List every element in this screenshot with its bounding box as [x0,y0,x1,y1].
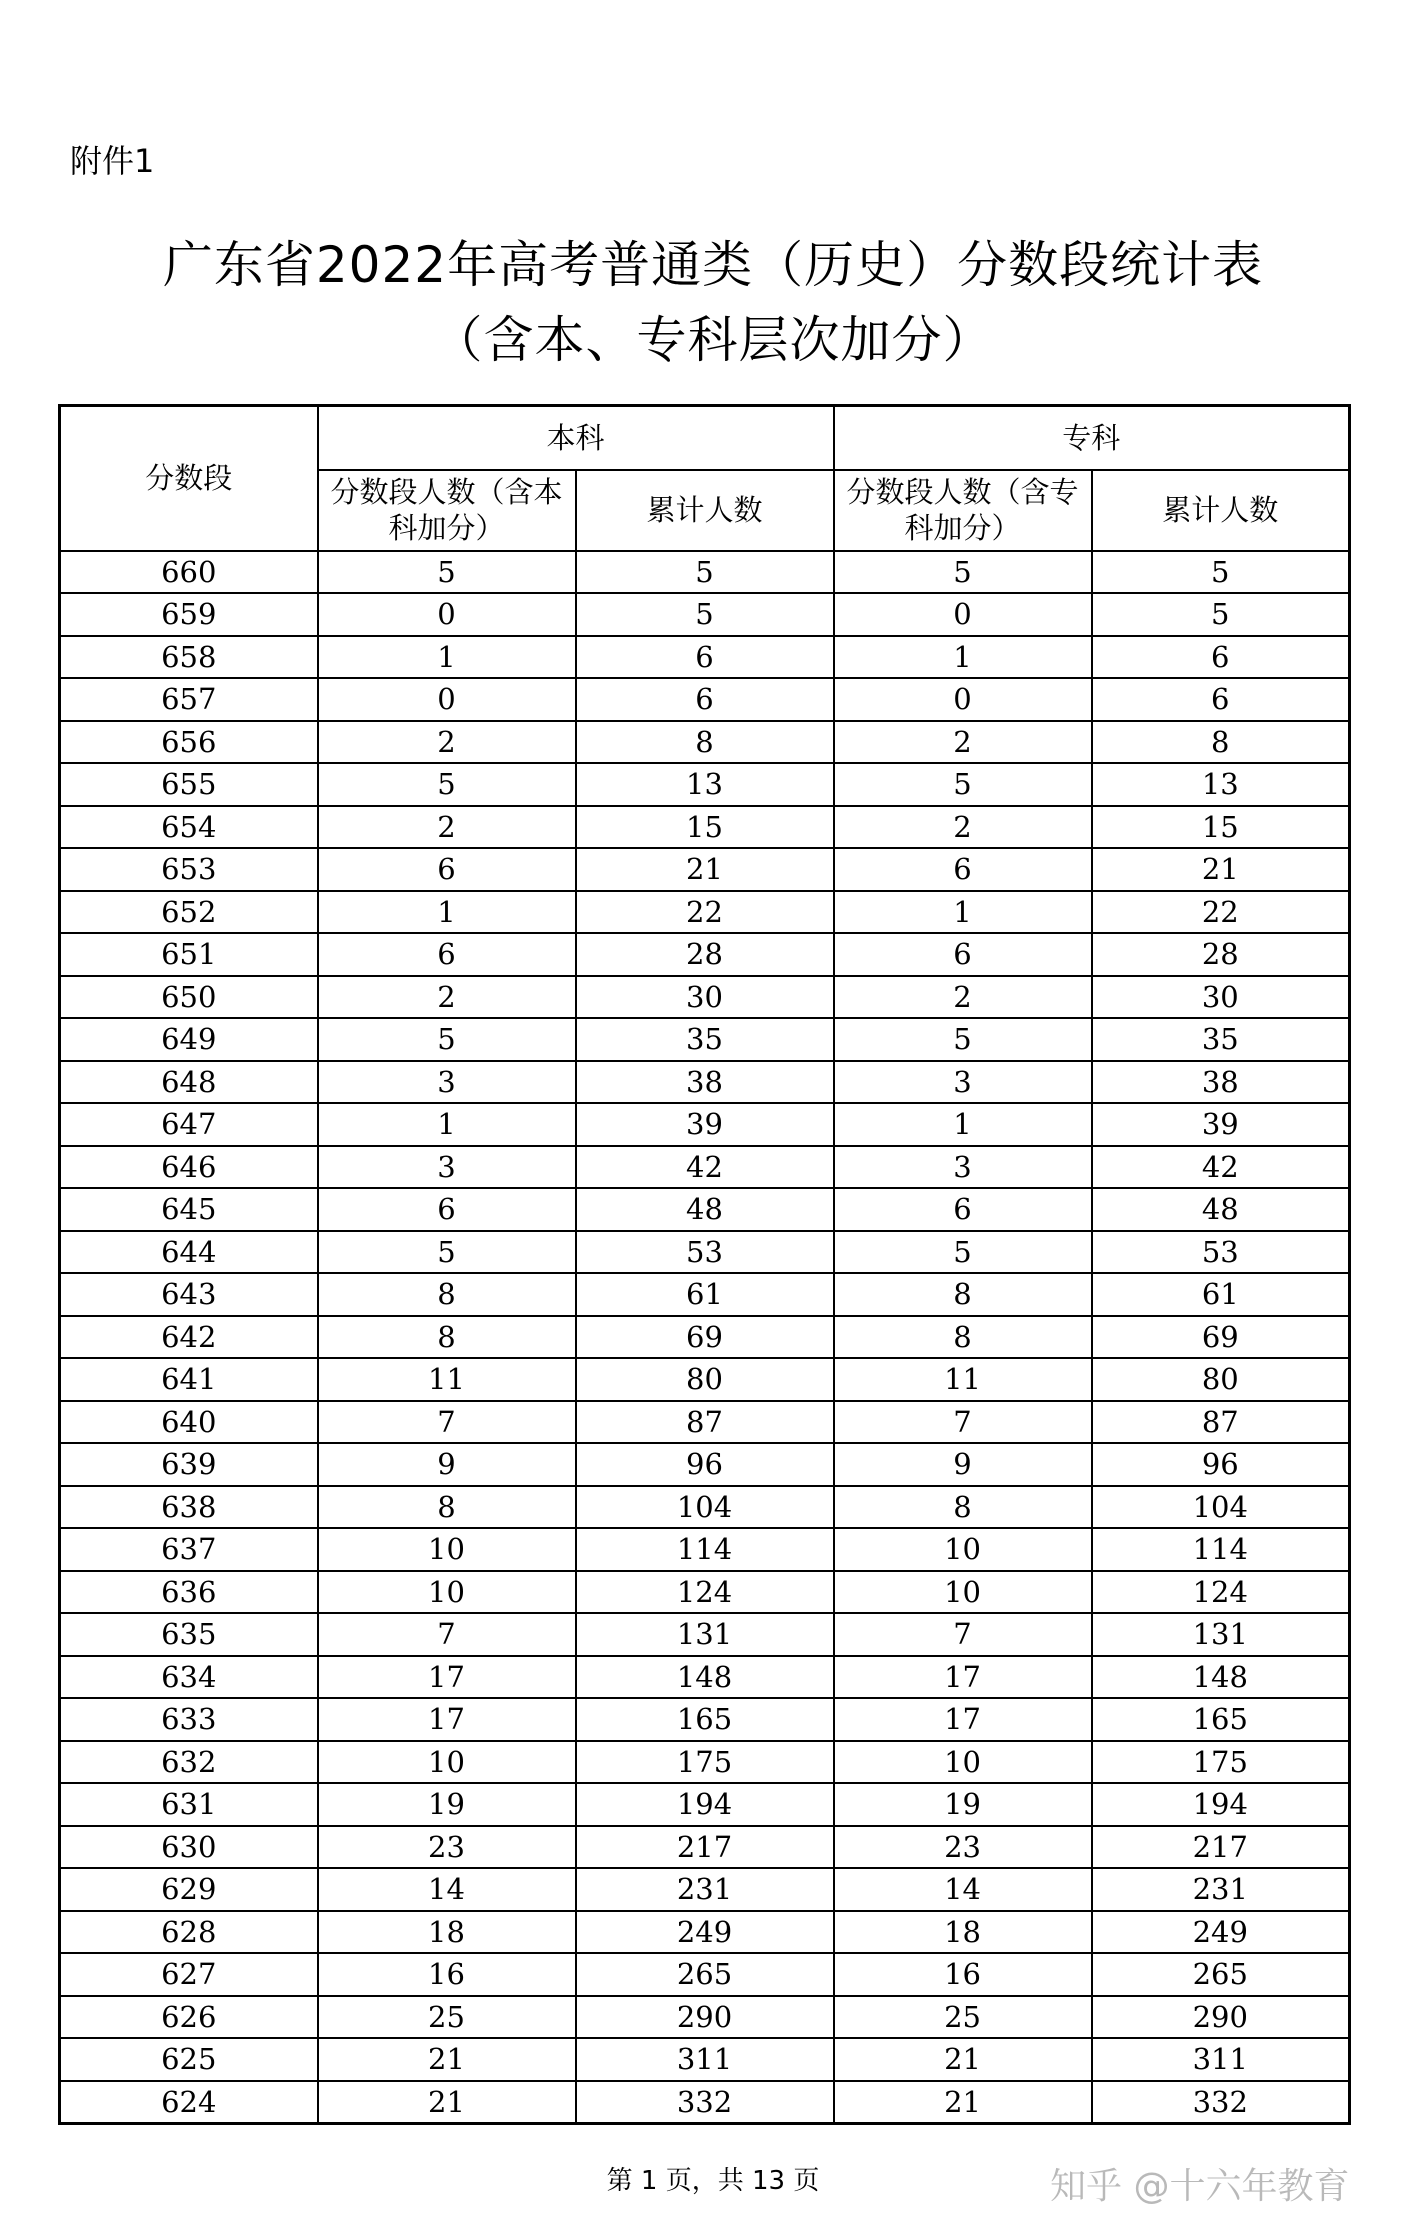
cell-undergrad-count: 2 [318,721,576,764]
cell-undergrad-count: 11 [318,1358,576,1401]
cell-score: 643 [60,1273,318,1316]
table-row [60,1358,1350,1401]
watermark: 知乎 @十六年教育 [1050,2166,1350,2207]
cell-undergrad-count: 8 [318,1273,576,1316]
cell-undergrad-count: 7 [318,1401,576,1444]
cell-junior-cumulative: 87 [1092,1401,1350,1444]
cell-score: 657 [60,678,318,721]
cell-score: 656 [60,721,318,764]
cell-junior-cumulative: 22 [1092,891,1350,934]
cell-score: 635 [60,1613,318,1656]
table-row [60,593,1350,636]
cell-junior-count: 2 [834,721,1092,764]
page-subtitle: （含本、专科层次加分） [432,311,994,369]
header-score-band: 分数段 [60,406,318,551]
cell-junior-cumulative: 61 [1092,1273,1350,1316]
cell-junior-cumulative: 131 [1092,1613,1350,1656]
cell-score: 646 [60,1146,318,1189]
cell-score: 642 [60,1316,318,1359]
table-row [60,1996,1350,2039]
cell-junior-count: 25 [834,1996,1092,2039]
cell-junior-count: 10 [834,1741,1092,1784]
cell-junior-cumulative: 311 [1092,2038,1350,2081]
cell-undergrad-cumulative: 53 [576,1231,834,1274]
cell-junior-count: 1 [834,636,1092,679]
table-row [60,1146,1350,1189]
cell-undergrad-count: 6 [318,848,576,891]
cell-junior-cumulative: 42 [1092,1146,1350,1189]
cell-undergrad-count: 25 [318,1996,576,2039]
cell-score: 625 [60,2038,318,2081]
cell-undergrad-count: 5 [318,551,576,594]
page-footer: 第 1 页，共 13 页 [606,2166,820,2196]
cell-score: 640 [60,1401,318,1444]
cell-undergrad-count: 16 [318,1953,576,1996]
cell-undergrad-cumulative: 38 [576,1061,834,1104]
cell-junior-count: 7 [834,1613,1092,1656]
cell-junior-count: 18 [834,1911,1092,1954]
cell-undergrad-cumulative: 131 [576,1613,834,1656]
cell-junior-count: 19 [834,1783,1092,1826]
cell-undergrad-count: 5 [318,763,576,806]
cell-undergrad-count: 9 [318,1443,576,1486]
table-row [60,678,1350,721]
cell-score: 630 [60,1826,318,1869]
cell-undergrad-count: 6 [318,1188,576,1231]
table-row [60,2038,1350,2081]
cell-undergrad-cumulative: 13 [576,763,834,806]
cell-score: 654 [60,806,318,849]
cell-junior-count: 17 [834,1698,1092,1741]
header-junior-cumulative: 累计人数 [1092,470,1350,551]
cell-junior-count: 16 [834,1953,1092,1996]
cell-undergrad-cumulative: 249 [576,1911,834,1954]
table-row [60,1018,1350,1061]
cell-junior-count: 8 [834,1273,1092,1316]
table-row [60,636,1350,679]
cell-score: 644 [60,1231,318,1274]
cell-undergrad-count: 8 [318,1486,576,1529]
cell-junior-cumulative: 5 [1092,551,1350,594]
cell-undergrad-count: 0 [318,593,576,636]
header-undergrad: 本科 [318,406,834,470]
cell-undergrad-count: 7 [318,1613,576,1656]
cell-junior-count: 1 [834,891,1092,934]
annex-label: 附件1 [70,142,155,180]
cell-junior-count: 6 [834,933,1092,976]
table-row [60,1783,1350,1826]
cell-undergrad-cumulative: 42 [576,1146,834,1189]
cell-score: 652 [60,891,318,934]
cell-undergrad-cumulative: 231 [576,1868,834,1911]
cell-undergrad-count: 1 [318,636,576,679]
cell-undergrad-cumulative: 6 [576,636,834,679]
cell-junior-count: 0 [834,593,1092,636]
table-row [60,1868,1350,1911]
cell-undergrad-count: 5 [318,1018,576,1061]
table-row [60,763,1350,806]
cell-undergrad-cumulative: 6 [576,678,834,721]
cell-score: 629 [60,1868,318,1911]
cell-undergrad-count: 10 [318,1741,576,1784]
cell-undergrad-count: 10 [318,1571,576,1614]
cell-undergrad-cumulative: 194 [576,1783,834,1826]
cell-junior-cumulative: 332 [1092,2081,1350,2124]
cell-undergrad-cumulative: 30 [576,976,834,1019]
table-row [60,1698,1350,1741]
table-row [60,1061,1350,1104]
cell-undergrad-cumulative: 96 [576,1443,834,1486]
cell-junior-count: 11 [834,1358,1092,1401]
cell-junior-cumulative: 38 [1092,1061,1350,1104]
header-undergrad-cumulative: 累计人数 [576,470,834,551]
cell-junior-count: 1 [834,1103,1092,1146]
cell-junior-cumulative: 48 [1092,1188,1350,1231]
table-row [60,1571,1350,1614]
cell-undergrad-count: 2 [318,806,576,849]
table-row [60,1741,1350,1784]
cell-junior-cumulative: 6 [1092,636,1350,679]
cell-score: 638 [60,1486,318,1529]
table-row [60,933,1350,976]
cell-junior-cumulative: 249 [1092,1911,1350,1954]
cell-undergrad-count: 21 [318,2081,576,2124]
cell-junior-cumulative: 194 [1092,1783,1350,1826]
cell-junior-count: 8 [834,1316,1092,1359]
cell-undergrad-cumulative: 15 [576,806,834,849]
cell-score: 624 [60,2081,318,2124]
cell-score: 631 [60,1783,318,1826]
cell-undergrad-count: 17 [318,1656,576,1699]
cell-score: 627 [60,1953,318,1996]
header-junior-count: 分数段人数（含专科加分） [834,470,1092,551]
cell-score: 658 [60,636,318,679]
cell-undergrad-cumulative: 22 [576,891,834,934]
page-title: 广东省2022年高考普通类（历史）分数段统计表 [162,236,1264,294]
cell-undergrad-count: 1 [318,1103,576,1146]
cell-junior-cumulative: 175 [1092,1741,1350,1784]
table-row [60,721,1350,764]
cell-junior-cumulative: 96 [1092,1443,1350,1486]
cell-score: 639 [60,1443,318,1486]
cell-junior-cumulative: 15 [1092,806,1350,849]
cell-junior-cumulative: 148 [1092,1656,1350,1699]
cell-score: 651 [60,933,318,976]
cell-undergrad-count: 14 [318,1868,576,1911]
table-row [60,1911,1350,1954]
cell-undergrad-cumulative: 148 [576,1656,834,1699]
cell-undergrad-cumulative: 165 [576,1698,834,1741]
cell-undergrad-cumulative: 80 [576,1358,834,1401]
cell-score: 659 [60,593,318,636]
cell-junior-count: 21 [834,2038,1092,2081]
table-row [60,1273,1350,1316]
cell-junior-count: 2 [834,976,1092,1019]
cell-undergrad-cumulative: 265 [576,1953,834,1996]
table-row [60,551,1350,594]
cell-score: 650 [60,976,318,1019]
cell-score: 636 [60,1571,318,1614]
table-row [60,1188,1350,1231]
table-row [60,2081,1350,2124]
cell-score: 655 [60,763,318,806]
table-row [60,806,1350,849]
cell-junior-cumulative: 30 [1092,976,1350,1019]
cell-junior-count: 8 [834,1486,1092,1529]
cell-junior-cumulative: 28 [1092,933,1350,976]
cell-undergrad-count: 2 [318,976,576,1019]
table-row [60,1316,1350,1359]
cell-junior-count: 21 [834,2081,1092,2124]
cell-junior-cumulative: 265 [1092,1953,1350,1996]
cell-junior-cumulative: 114 [1092,1528,1350,1571]
cell-junior-count: 6 [834,848,1092,891]
cell-undergrad-cumulative: 124 [576,1571,834,1614]
cell-junior-count: 6 [834,1188,1092,1231]
cell-score: 626 [60,1996,318,2039]
cell-undergrad-count: 0 [318,678,576,721]
cell-undergrad-count: 23 [318,1826,576,1869]
cell-score: 632 [60,1741,318,1784]
header-undergrad-count: 分数段人数（含本科加分） [318,470,576,551]
cell-undergrad-count: 17 [318,1698,576,1741]
cell-junior-count: 17 [834,1656,1092,1699]
cell-undergrad-count: 3 [318,1061,576,1104]
cell-score: 648 [60,1061,318,1104]
cell-undergrad-cumulative: 311 [576,2038,834,2081]
cell-junior-cumulative: 104 [1092,1486,1350,1529]
table-body [60,551,1350,2124]
cell-junior-cumulative: 124 [1092,1571,1350,1614]
cell-junior-count: 2 [834,806,1092,849]
cell-undergrad-count: 5 [318,1231,576,1274]
table-row [60,1613,1350,1656]
table-row [60,1231,1350,1274]
cell-undergrad-count: 3 [318,1146,576,1189]
cell-undergrad-count: 8 [318,1316,576,1359]
table-row [60,1486,1350,1529]
cell-junior-cumulative: 39 [1092,1103,1350,1146]
table-row [60,848,1350,891]
table-row [60,1401,1350,1444]
cell-junior-cumulative: 8 [1092,721,1350,764]
cell-junior-cumulative: 217 [1092,1826,1350,1869]
cell-score: 637 [60,1528,318,1571]
cell-score: 660 [60,551,318,594]
cell-junior-count: 3 [834,1146,1092,1189]
cell-undergrad-cumulative: 61 [576,1273,834,1316]
cell-junior-cumulative: 35 [1092,1018,1350,1061]
table-row [60,1826,1350,1869]
score-table [58,404,1351,2125]
cell-undergrad-count: 6 [318,933,576,976]
cell-junior-cumulative: 80 [1092,1358,1350,1401]
table-row [60,891,1350,934]
table-header [60,406,1350,551]
cell-junior-count: 9 [834,1443,1092,1486]
header-junior: 专科 [834,406,1350,470]
cell-undergrad-cumulative: 28 [576,933,834,976]
table-row [60,1656,1350,1699]
cell-score: 628 [60,1911,318,1954]
cell-undergrad-cumulative: 114 [576,1528,834,1571]
cell-junior-count: 7 [834,1401,1092,1444]
cell-undergrad-count: 19 [318,1783,576,1826]
cell-junior-cumulative: 5 [1092,593,1350,636]
cell-junior-count: 5 [834,1231,1092,1274]
cell-undergrad-cumulative: 87 [576,1401,834,1444]
cell-undergrad-cumulative: 48 [576,1188,834,1231]
cell-junior-count: 5 [834,551,1092,594]
cell-junior-cumulative: 290 [1092,1996,1350,2039]
cell-undergrad-cumulative: 5 [576,551,834,594]
cell-junior-cumulative: 165 [1092,1698,1350,1741]
cell-undergrad-cumulative: 104 [576,1486,834,1529]
cell-undergrad-cumulative: 8 [576,721,834,764]
cell-junior-cumulative: 6 [1092,678,1350,721]
table-row [60,1103,1350,1146]
cell-undergrad-cumulative: 217 [576,1826,834,1869]
cell-junior-cumulative: 21 [1092,848,1350,891]
cell-undergrad-cumulative: 69 [576,1316,834,1359]
cell-junior-count: 0 [834,678,1092,721]
cell-score: 645 [60,1188,318,1231]
cell-undergrad-cumulative: 35 [576,1018,834,1061]
cell-junior-count: 5 [834,763,1092,806]
cell-undergrad-count: 18 [318,1911,576,1954]
cell-junior-count: 10 [834,1571,1092,1614]
cell-score: 633 [60,1698,318,1741]
table-row [60,1528,1350,1571]
cell-junior-count: 23 [834,1826,1092,1869]
cell-score: 634 [60,1656,318,1699]
cell-undergrad-count: 10 [318,1528,576,1571]
table-row [60,976,1350,1019]
cell-junior-count: 10 [834,1528,1092,1571]
cell-score: 653 [60,848,318,891]
cell-junior-cumulative: 13 [1092,763,1350,806]
cell-junior-cumulative: 69 [1092,1316,1350,1359]
cell-undergrad-cumulative: 175 [576,1741,834,1784]
cell-undergrad-count: 1 [318,891,576,934]
table-row [60,1443,1350,1486]
cell-junior-count: 14 [834,1868,1092,1911]
cell-undergrad-cumulative: 39 [576,1103,834,1146]
cell-undergrad-cumulative: 5 [576,593,834,636]
cell-undergrad-count: 21 [318,2038,576,2081]
cell-score: 649 [60,1018,318,1061]
table-row [60,1953,1350,1996]
cell-score: 641 [60,1358,318,1401]
cell-junior-cumulative: 53 [1092,1231,1350,1274]
cell-junior-cumulative: 231 [1092,1868,1350,1911]
cell-junior-count: 3 [834,1061,1092,1104]
cell-undergrad-cumulative: 290 [576,1996,834,2039]
cell-undergrad-cumulative: 21 [576,848,834,891]
cell-junior-count: 5 [834,1018,1092,1061]
cell-score: 647 [60,1103,318,1146]
cell-undergrad-cumulative: 332 [576,2081,834,2124]
